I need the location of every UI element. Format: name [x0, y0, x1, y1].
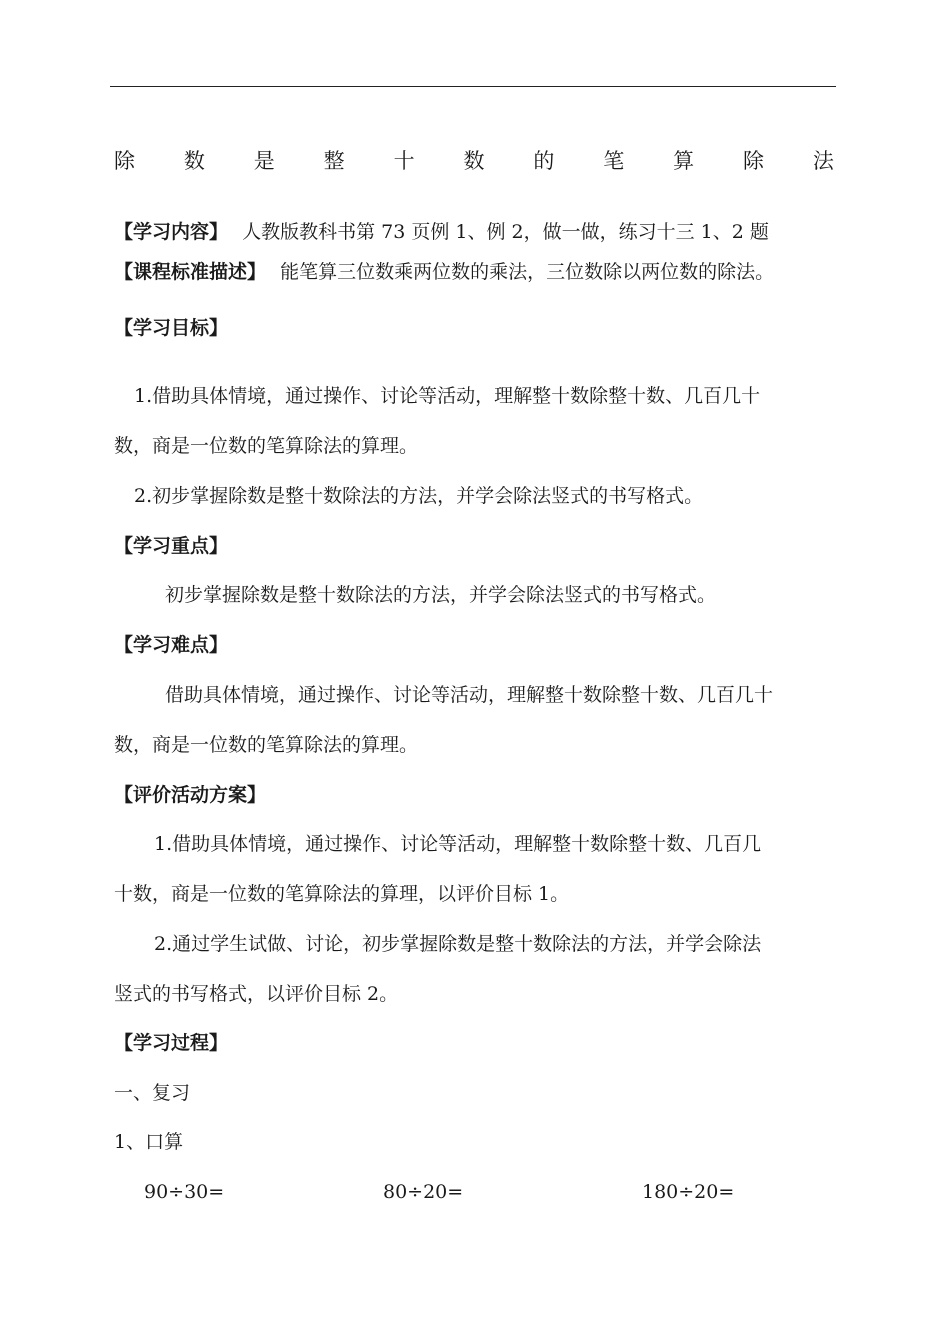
calc-item: 180÷20=: [642, 1181, 735, 1203]
title-char: 算: [673, 149, 695, 173]
title-char: 数: [463, 149, 485, 173]
title-char: 整: [323, 149, 345, 173]
goals-heading: 【学习目标】: [114, 317, 229, 339]
goal-2: 2.初步掌握除数是整十数除法的方法，并学会除法竖式的书写格式。: [134, 485, 704, 507]
title-char: 除: [114, 149, 135, 173]
evaluation-2-line-2: 竖式的书写格式，以评价目标 2。: [114, 983, 399, 1005]
standard-label: 【课程标准描述】: [114, 261, 267, 283]
calc-item: 90÷30=: [144, 1181, 225, 1203]
process-heading: 【学习过程】: [114, 1032, 229, 1054]
evaluation-heading: 【评价活动方案】: [114, 784, 267, 806]
title-char: 的: [533, 149, 555, 173]
title-char: 法: [812, 149, 834, 173]
key-point-text: 初步掌握除数是整十数除法的方法，并学会除法竖式的书写格式。: [165, 584, 717, 606]
difficulty-line-1: 借助具体情境，通过操作、讨论等活动，理解整十数除整十数、几百几十: [165, 684, 774, 706]
review-section: 一、复习: [114, 1082, 191, 1104]
evaluation-1-line-1: 1.借助具体情境，通过操作、讨论等活动，理解整十数除整十数、几百几: [154, 833, 762, 855]
content-label: 【学习内容】: [114, 221, 229, 243]
mental-math-label: 1、口算: [114, 1131, 184, 1153]
goal-1-line-2: 数，商是一位数的笔算除法的算理。: [114, 435, 419, 457]
calc-item: 80÷20=: [383, 1181, 464, 1203]
goal-1-line-1: 1.借助具体情境，通过操作、讨论等活动，理解整十数除整十数、几百几十: [134, 385, 761, 407]
difficulty-line-2: 数，商是一位数的笔算除法的算理。: [114, 734, 419, 756]
evaluation-2-line-1: 2.通过学生试做、讨论，初步掌握除数是整十数除法的方法，并学会除法: [154, 933, 762, 955]
title-char: 笔: [603, 149, 625, 173]
content-line: [114, 220, 769, 244]
header-rule: [110, 86, 836, 87]
title-char: 十: [393, 149, 415, 173]
standard-line: [114, 260, 774, 284]
evaluation-1-line-2: 十数，商是一位数的笔算除法的算理，以评价目标 1。: [114, 883, 570, 905]
standard-text: 能笔算三位数乘两位数的乘法，三位数除以两位数的除法。: [280, 261, 775, 283]
title-char: 是: [253, 149, 275, 173]
title-char: 除: [743, 149, 765, 173]
difficulty-heading: 【学习难点】: [114, 634, 229, 656]
title-char: 数: [183, 149, 205, 173]
content-text: 人教版教科书第 73 页例 1、例 2，做一做，练习十三 1、2 题: [242, 221, 769, 243]
key-point-heading: 【学习重点】: [114, 535, 229, 557]
page-title: [114, 148, 834, 174]
